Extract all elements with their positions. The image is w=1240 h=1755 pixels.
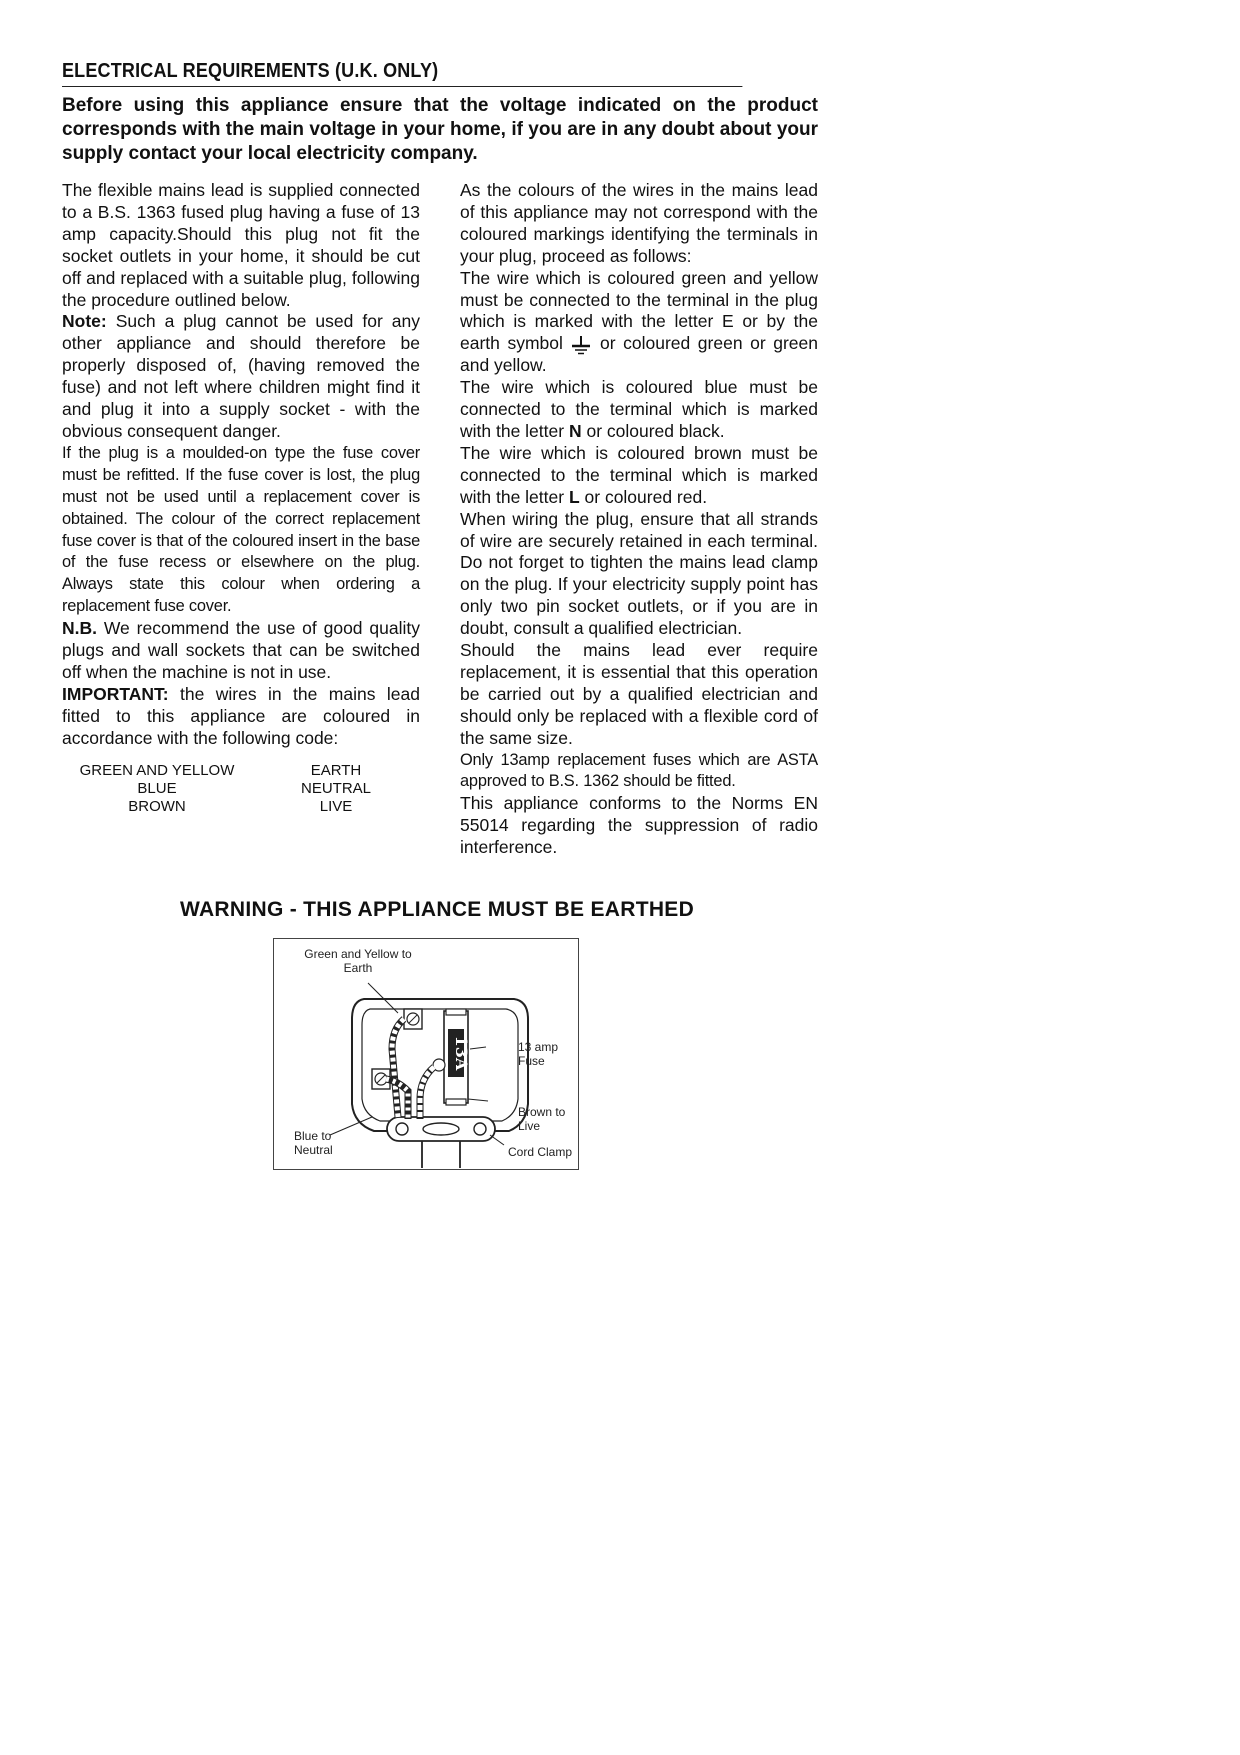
neutral-letter: N	[568, 420, 582, 441]
fuse-marking: 13A	[452, 1035, 471, 1071]
label-cord-clamp: Cord Clamp	[508, 1145, 573, 1159]
left-column	[62, 180, 420, 750]
paragraph-replacement: Should the mains lead ever require replacement, it is essential that this operation be carried out by a qualified electrician and should only be replaced with a flexible cord of the same size.	[460, 640, 818, 748]
paragraph-colour-mismatch: As the colours of the wires in the mains lead of this appliance may not correspond with the coloured markings identifying the terminals in your plug, proceed as follows:	[460, 180, 818, 266]
paragraph-fuses: Only 13amp replacement fuses which are ASTA approved to B.S. 1362 should be fitted.	[460, 750, 818, 791]
paragraph-norms: This appliance conforms to the Norms EN 55014 regarding the suppression of radio interference.	[460, 793, 818, 858]
brown-wire-text-a: The wire which is coloured brown must be connected to the terminal which is marked with the letter	[460, 442, 818, 507]
paragraph-note	[62, 311, 420, 442]
blue-wire-text-a: The wire which is coloured blue must be connected to the terminal which is marked with the letter	[460, 377, 818, 441]
label-live-line1: Brown to	[518, 1105, 566, 1119]
note-label: Note:	[62, 311, 107, 332]
label-earth-line1: Green and Yellow to	[304, 947, 412, 961]
label-neutral	[294, 1129, 333, 1157]
label-live	[518, 1105, 565, 1133]
blue-wire-text-b: or coloured black.	[581, 420, 725, 441]
earth-wire-text-b: or coloured green or green and yellow.	[460, 333, 818, 376]
label-live-line2: Live	[518, 1119, 541, 1133]
paragraph-important	[62, 684, 420, 750]
page-title: ELECTRICAL REQUIREMENTS (U.K. ONLY)	[62, 60, 742, 87]
wire-colour: BLUE	[137, 780, 177, 797]
wire-terminal: LIVE	[319, 798, 353, 815]
plug-wiring-diagram	[273, 938, 579, 1170]
label-earth	[290, 947, 426, 975]
label-fuse-line1: 13 amp	[518, 1040, 559, 1054]
live-letter: L	[568, 486, 580, 507]
earth-symbol-icon	[570, 335, 592, 355]
nb-label: N.B.	[62, 618, 97, 639]
paragraph-brown-wire	[460, 443, 818, 509]
label-neutral-line1: Blue to	[294, 1129, 332, 1143]
nb-text: We recommend the use of good quality plugs and wall sockets that can be switched off when the machine is not in use.	[62, 618, 420, 682]
paragraph-wiring: When wiring the plug, ensure that all strands of wire are securely retained in each terminal. Do not forget to tighten the mains lead clamp on the plug. If your electricity supply point has only two pin socket outlets, or if you are in doubt, consult a qualified electrician.	[460, 508, 818, 639]
wire-code-row	[62, 780, 420, 798]
label-earth-line2: Earth	[343, 961, 373, 975]
important-label: IMPORTANT:	[62, 683, 169, 704]
important-text: the wires in the mains lead fitted to this appliance are coloured in accordance with the following code:	[62, 683, 420, 748]
wire-code-table	[62, 762, 420, 816]
earth-warning: WARNING - THIS APPLIANCE MUST BE EARTHED	[180, 898, 695, 921]
right-column	[460, 180, 818, 859]
wire-colour: GREEN AND YELLOW	[79, 762, 235, 779]
paragraph-plug-supply: The flexible mains lead is supplied connected to a B.S. 1363 fused plug having a fuse of 13 amp capacity.Should this plug not fit the socket outlets in your home, it should be cut off and replaced with a suitable plug, following the procedure outlined below.	[62, 180, 420, 310]
paragraph-blue-wire	[460, 377, 818, 443]
intro-warning: Before using this appliance ensure that the voltage indicated on the product corresponds with the main voltage in your home, if you are in any doubt about your supply contact your local electricity company.	[62, 95, 818, 164]
paragraph-moulded-plug: If the plug is a moulded-on type the fuse cover must be refitted. If the fuse cover is lost, the plug must not be used until a replacement cover is obtained. The colour of the correct replacement fuse cover is that of the coloured insert in the base of the fuse recess or elsewhere on the plug. Always state this colour when ordering a replacement fuse cover.	[62, 443, 420, 616]
wire-terminal: EARTH	[310, 762, 362, 779]
brown-wire-text-b: or coloured red.	[579, 486, 708, 507]
note-text: Such a plug cannot be used for any other appliance and should therefore be properly disposed of, (having removed the fuse) and not left where children might find it and plug it into a supply socket - with the obvious consequent danger.	[62, 311, 420, 441]
paragraph-earth-wire	[460, 268, 818, 378]
label-fuse-line2: Fuse	[518, 1054, 545, 1068]
wire-code-row	[62, 762, 420, 780]
paragraph-nb	[62, 618, 420, 684]
wire-code-row	[62, 798, 420, 816]
wire-colour: BROWN	[128, 798, 186, 815]
earth-wire-text-a: The wire which is coloured green and yellow must be connected to the terminal in the plug which is marked with the letter E or by the earth symbol	[460, 267, 818, 354]
wire-terminal: NEUTRAL	[300, 780, 371, 797]
label-fuse	[518, 1040, 558, 1068]
label-neutral-line2: Neutral	[294, 1143, 333, 1157]
